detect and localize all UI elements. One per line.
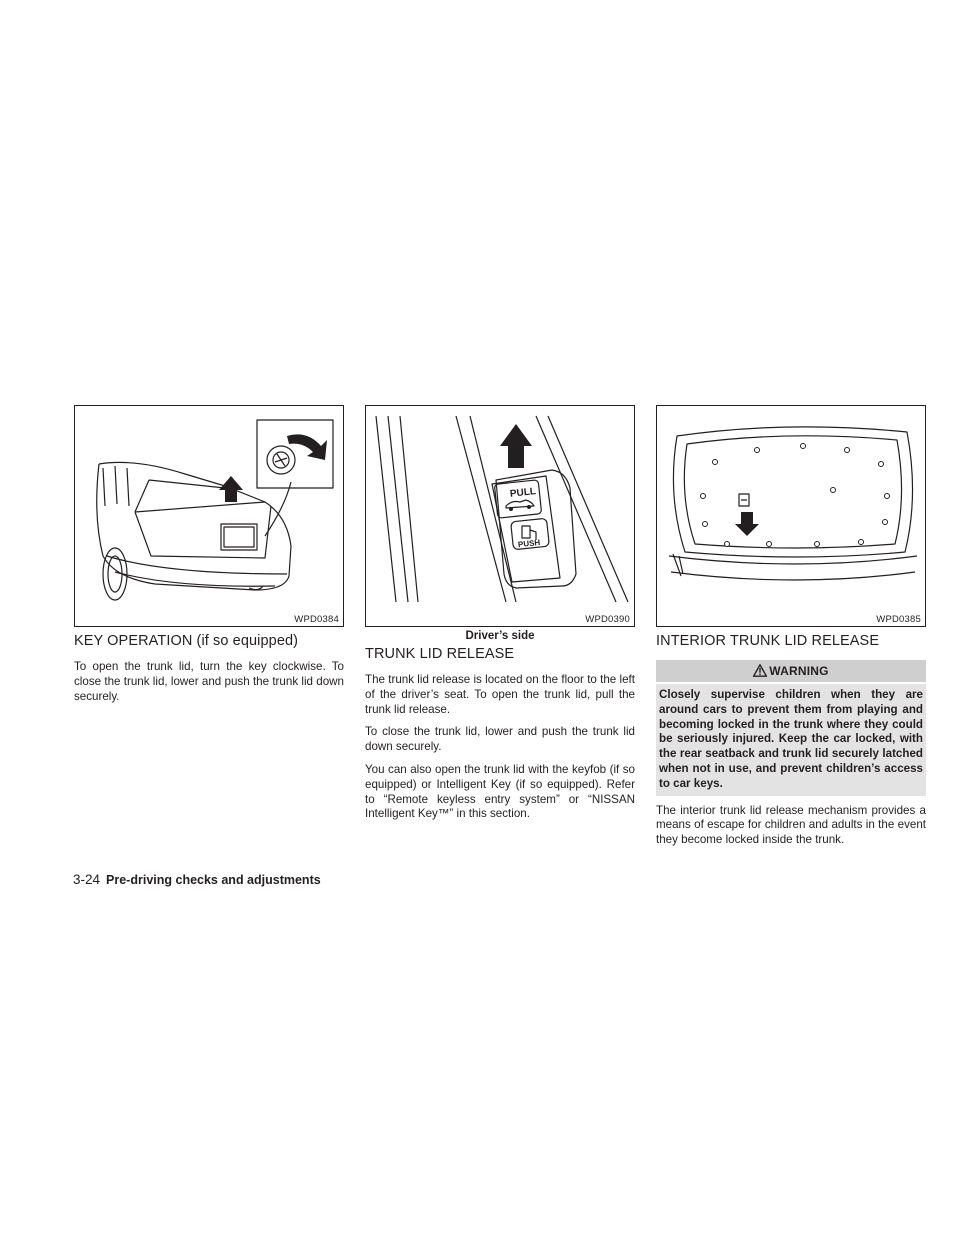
figure-caption: Driver’s side <box>465 630 535 642</box>
figure-code: WPD0390 <box>585 614 630 625</box>
paragraph: The interior trunk lid release mechanism provides a means of escape for children and adults in the event they become locked inside the trunk. <box>656 803 926 847</box>
floor-release-lever-illustration <box>366 406 634 626</box>
section-heading-key-operation: KEY OPERATION (if so equipped) <box>74 633 299 649</box>
paragraph: You can also open the trunk lid with the keyfob (if so equipped) or Intelligent Key (if so equipped). Refer to “Remote keyless entry system” or “NISSAN Intelligent Key™” in this section. <box>365 762 635 821</box>
trunk-lid-underside-illustration <box>657 406 925 626</box>
warning-triangle-icon <box>753 662 767 685</box>
warning-box <box>656 660 926 796</box>
warning-text: Closely supervise children when they are around cars to prevent them from playing and becoming locked in the trunk where they could be seriously injured. Keep the car locked, with the rear seatback and trunk lid securely latched when not in use, and prevent children’s access to car keys. <box>656 684 926 796</box>
page-number: 3-24 <box>73 872 101 887</box>
page-footer <box>73 872 321 887</box>
figure-trunk-lid-release <box>365 405 635 627</box>
warning-header <box>656 660 926 682</box>
paragraph: The trunk lid release is located on the floor to the left of the driver’s seat. To open the trunk lid, pull the trunk lid release. <box>365 673 635 716</box>
figure-interior-trunk-lid-release <box>656 405 926 627</box>
paragraph: To close the trunk lid, lower and push the trunk lid down securely. <box>365 725 635 754</box>
column-trunk-lid-release <box>365 405 635 830</box>
car-rear-trunk-illustration <box>75 406 343 626</box>
figure-code: WPD0384 <box>294 614 339 625</box>
warning-title: WARNING <box>769 664 829 678</box>
section-heading-trunk-lid-release: TRUNK LID RELEASE <box>365 646 515 662</box>
push-label: PUSH <box>517 537 541 550</box>
column-key-operation <box>74 405 344 712</box>
pull-label: PULL <box>509 486 537 500</box>
figure-key-operation <box>74 405 344 627</box>
section-heading-interior-trunk-lid-release: INTERIOR TRUNK LID RELEASE <box>656 633 880 649</box>
column-interior-trunk-lid-release <box>656 405 926 856</box>
paragraph: To open the trunk lid, turn the key clockwise. To close the trunk lid, lower and push the trunk lid down securely. <box>74 660 344 703</box>
footer-section-title: Pre-driving checks and adjustments <box>106 873 321 887</box>
figure-code: WPD0385 <box>876 614 921 625</box>
